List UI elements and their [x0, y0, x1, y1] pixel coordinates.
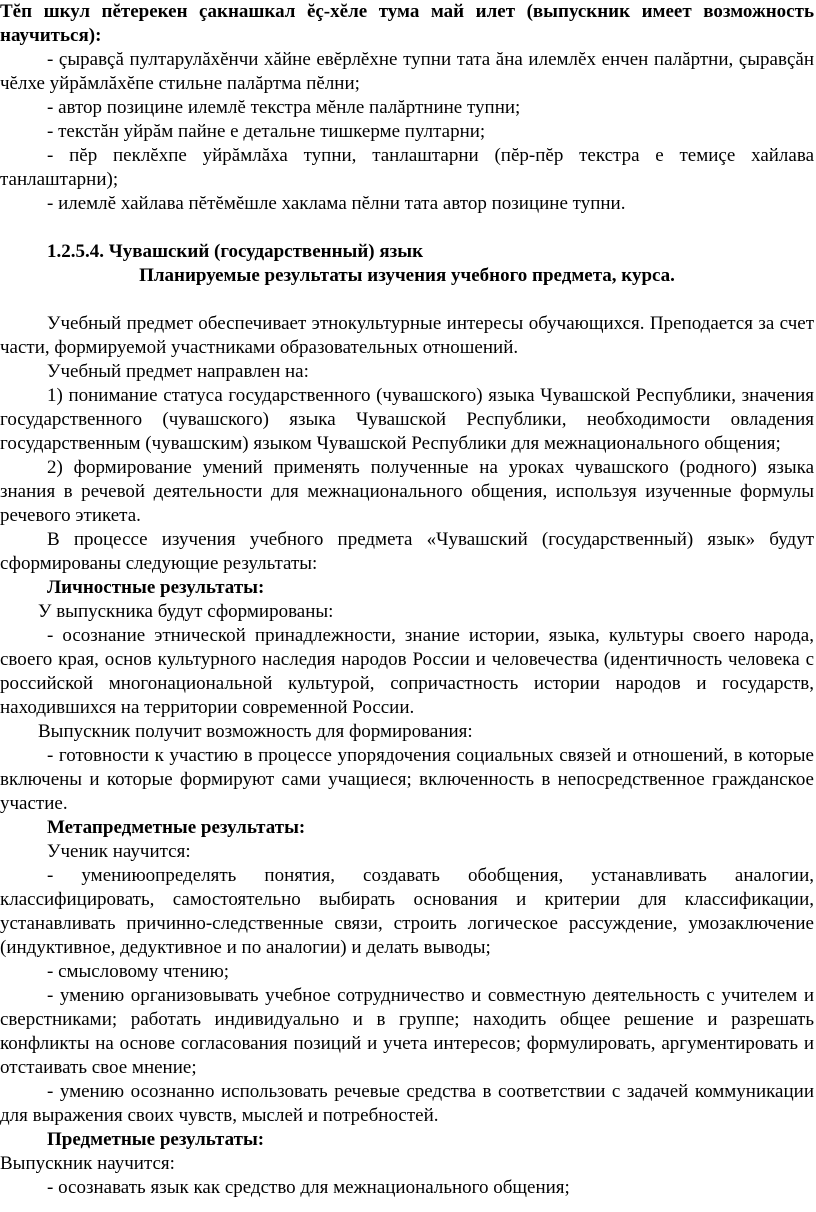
intro-item: - автор позицине илемлĕ текстра мĕнле палăртнине тупни;: [47, 97, 521, 118]
meta-results-lead: Ученик научится:: [47, 841, 191, 862]
subject-results-item: - осознавать язык как средство для межнационального общения;: [47, 1177, 570, 1198]
subject-results-lead: Выпускник научится:: [0, 1153, 175, 1174]
personal-results-item: - осознание этнической принадлежности, знание истории, языка, культуры своего народа, своего края, основ культурного наследия народов России и человечества (идентичность человека с российской многонациональной культурой, сопричастность истории народов и государств, находившихся на территории современной России.: [0, 625, 814, 718]
meta-results-heading: Метапредметные результаты:: [47, 817, 306, 838]
meta-results-item: - умению осознанно использовать речевые средства в соответствии с задачей коммуникации для выражения своих чувств, мыслей и потребностей.: [0, 1081, 814, 1126]
intro-item: - пĕр пеклĕхпе уйрăмлăха тупни, танлаштарни (пĕр-пĕр текстра е темиçе хайлава танлаштарни);: [0, 145, 814, 190]
personal-results-heading: Личностные результаты:: [47, 577, 265, 598]
personal-results-lead: Выпускник получит возможность для формирования:: [38, 721, 473, 742]
personal-results-item: - готовности к участию в процессе упорядочения социальных связей и отношений, в которые включены и которые формируют сами учащиеся; включенность в непосредственное гражданское участие.: [0, 745, 814, 814]
subject-results-heading: Предметные результаты:: [47, 1129, 265, 1150]
meta-results-item: - умениюопределять понятия, создавать обобщения, устанавливать аналогии, классифицировать, самостоятельно выбирать основания и критерии для классификации, устанавливать причинно-следственные связи, строить логическое рассуждение, умозаключение (индуктивное, дедуктивное и по аналогии) и делать выводы;: [0, 865, 814, 958]
spacer: [0, 216, 814, 240]
section-subheading: Планируемые результаты изучения учебного предмета, курса.: [139, 265, 675, 286]
paragraph: Учебный предмет обеспечивает этнокультурные интересы обучающихся. Преподается за счет части, формируемой участниками образовательных отношений.: [0, 313, 814, 358]
paragraph: 1) понимание статуса государственного (чувашского) языка Чувашской Республики, значения государственного (чувашского) языка Чувашской Республики, необходимости овладения государственным (чувашским) языком Чувашской Республики для межнационального общения;: [0, 385, 814, 454]
paragraph: В процессе изучения учебного предмета «Чувашский (государственный) язык» будут сформированы следующие результаты:: [0, 529, 814, 574]
intro-heading: Тĕп шкул пĕтерекен çакнашкал ĕç-хĕле тума май илет (выпускник имеет возможность научиться):: [0, 1, 814, 46]
intro-item: - çыравçă пултарулăхĕнчи хăйне евĕрлĕхне тупни тата ăна илемлĕх енчен палăртни, çыравçăн чĕлхе уйрăмлăхĕпе стильне палăртма пĕлни;: [0, 49, 814, 94]
personal-results-lead: У выпускника будут сформированы:: [38, 601, 334, 622]
meta-results-item: - умению организовывать учебное сотрудничество и совместную деятельность с учителем и сверстниками; работать индивидуально и в группе; находить общее решение и разрешать конфликты на основе согласования позиций и учета интересов; формулировать, аргументировать и отстаивать свое мнение;: [0, 985, 814, 1078]
paragraph: Учебный предмет направлен на:: [47, 361, 309, 382]
meta-results-item: - смысловому чтению;: [47, 961, 230, 982]
intro-item: - текстăн уйрăм пайне е детальне тишкерме пултарни;: [47, 121, 486, 142]
section-heading: 1.2.5.4. Чувашский (государственный) язык: [47, 241, 424, 262]
paragraph: 2) формирование умений применять полученные на уроках чувашского (родного) языка знания в речевой деятельности для межнационального общения, используя изученные формулы речевого этикета.: [0, 457, 814, 526]
intro-item: - илемлĕ хайлава пĕтĕмĕшле хаклама пĕлни тата автор позицине тупни.: [47, 193, 626, 214]
spacer: [0, 288, 814, 312]
